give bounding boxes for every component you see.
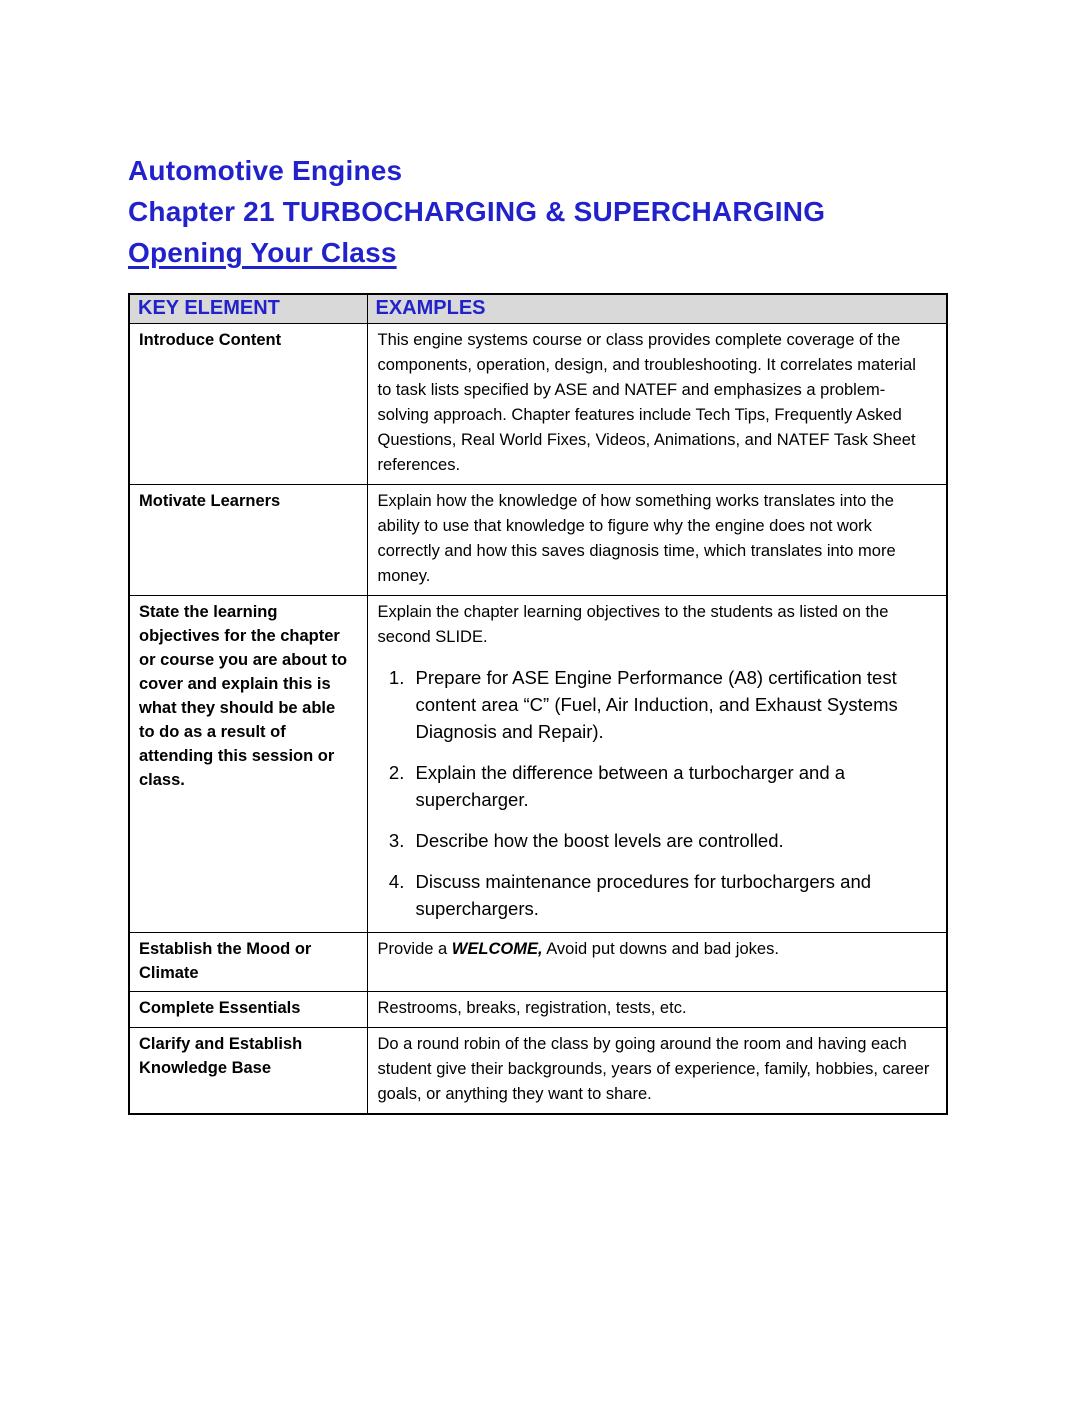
- table-row-establish-mood: [129, 933, 947, 992]
- doc-title-line-1: Automotive Engines: [128, 155, 403, 186]
- example-cell-establish-mood: [367, 933, 947, 992]
- example-cell-complete-essentials: Restrooms, breaks, registration, tests, etc.: [367, 992, 947, 1028]
- objective-item-3: 3. Describe how the boost levels are controlled.: [410, 827, 935, 854]
- table-row-complete-essentials: [129, 992, 947, 1028]
- column-header-key-element: KEY ELEMENT: [129, 294, 367, 324]
- key-cell-introduce-content: Introduce Content: [129, 324, 367, 485]
- doc-title-line-2: Chapter 21 TURBOCHARGING & SUPERCHARGING: [128, 196, 826, 227]
- objective-item-2: 2. Explain the difference between a turbocharger and a supercharger.: [410, 759, 935, 813]
- key-cell-complete-essentials: Complete Essentials: [129, 992, 367, 1028]
- key-element-table: [128, 293, 948, 1115]
- welcome-text-suffix: Avoid put downs and bad jokes.: [542, 940, 779, 958]
- table-row-clarify-knowledge: [129, 1028, 947, 1115]
- key-cell-learning-objectives: State the learning objectives for the chapter or course you are about to cover and explain this is what they should be able to do as a result of attending this session or class.: [129, 596, 367, 933]
- example-cell-introduce-content: This engine systems course or class provides complete coverage of the components, operation, design, and troubleshooting. It correlates material to task lists specified by ASE and NATEF and emphasizes a problem-solving approach. Chapter features include Tech Tips, Frequently Asked Questions, Real World Fixes, Videos, Animations, and NATEF Task Sheet references.: [367, 324, 947, 485]
- column-header-examples: EXAMPLES: [367, 294, 947, 324]
- welcome-text-emphasis: WELCOME,: [451, 940, 543, 958]
- key-cell-establish-mood: Establish the Mood or Climate: [129, 933, 367, 992]
- key-cell-clarify-knowledge: Clarify and Establish Knowledge Base: [129, 1028, 367, 1115]
- table-row-introduce-content: [129, 324, 947, 485]
- objectives-intro-text: Explain the chapter learning objectives to the students as listed on the second SLIDE.: [377, 603, 889, 646]
- example-cell-clarify-knowledge: Do a round robin of the class by going around the room and having each student give their backgrounds, years of experience, family, hobbies, career goals, or anything they want to share.: [367, 1028, 947, 1115]
- learning-objectives-list: [378, 664, 935, 922]
- objective-item-1: 1. Prepare for ASE Engine Performance (A8) certification test content area “C” (Fuel, Air Induction, and Exhaust Systems Diagnosis and Repair).: [410, 664, 935, 745]
- table-row-motivate-learners: [129, 485, 947, 596]
- doc-title-line-3: Opening Your Class: [128, 237, 397, 268]
- document-title-block: [128, 150, 1018, 273]
- table-row-learning-objectives: [129, 596, 947, 933]
- example-cell-motivate-learners: Explain how the knowledge of how something works translates into the ability to use that knowledge to figure why the engine does not work correctly and how this saves diagnosis time, which translates into more money.: [367, 485, 947, 596]
- objective-item-4: 4. Discuss maintenance procedures for turbochargers and superchargers.: [410, 868, 935, 922]
- key-cell-motivate-learners: Motivate Learners: [129, 485, 367, 596]
- example-cell-learning-objectives: [367, 596, 947, 933]
- table-header-row: [129, 294, 947, 324]
- welcome-text-prefix: Provide a: [377, 940, 452, 958]
